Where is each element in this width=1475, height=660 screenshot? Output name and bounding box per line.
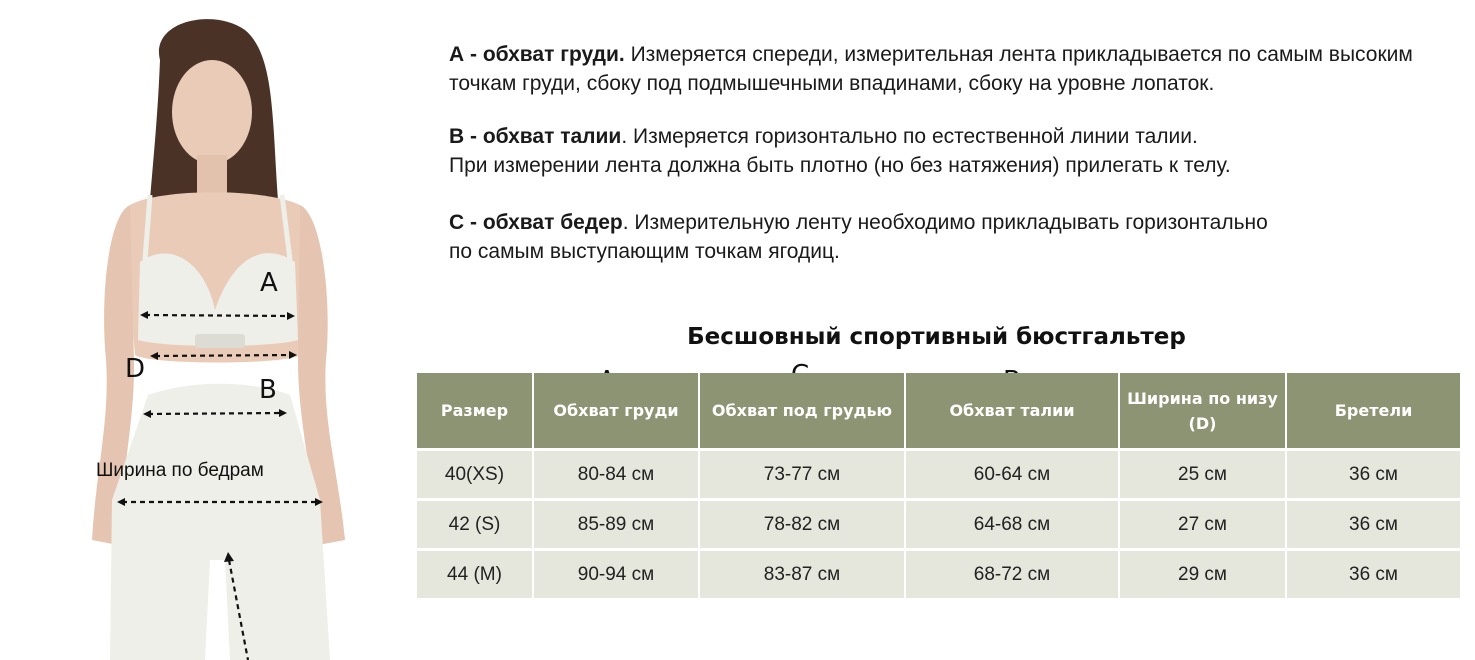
- chest-description: [449, 40, 1469, 98]
- header-straps: Бретели: [1287, 373, 1460, 448]
- table-cell: 64-68 см: [906, 501, 1118, 548]
- table-cell: 73-77 см: [700, 451, 904, 498]
- size-table: [415, 370, 1462, 601]
- hips-title: С - обхват бедер: [449, 211, 623, 234]
- chest-text: Измеряется спереди, измерительная лента прикладывается по самым высоким точкам груди, сбоку под подмышечными впадинами, сбоку на уровне лопаток.: [449, 43, 1413, 95]
- header-underbust: Обхват под грудью: [700, 373, 904, 448]
- chest-title: А - обхват груди.: [449, 43, 625, 66]
- table-cell: 36 см: [1287, 451, 1460, 498]
- header-chest: Обхват груди: [534, 373, 698, 448]
- model-illustration: [0, 0, 410, 660]
- table-cell: 60-64 см: [906, 451, 1118, 498]
- table-cell: 42 (S): [417, 501, 532, 548]
- table-cell: 36 см: [1287, 551, 1460, 598]
- table-cell: 36 см: [1287, 501, 1460, 548]
- table-row: [417, 451, 1460, 498]
- waist-title: В - обхват талии: [449, 125, 622, 148]
- hips-text-line1: . Измерительную ленту необходимо прикладывать горизонтально: [622, 211, 1268, 234]
- table-cell: 40(XS): [417, 451, 532, 498]
- waist-text-line1: . Измеряется горизонтально по естественной линии талии.: [621, 125, 1198, 148]
- marker-b: B: [259, 375, 277, 405]
- table-cell: 44 (M): [417, 551, 532, 598]
- hips-text-line2: по самым выступающим точкам ягодиц.: [449, 240, 840, 263]
- waist-description: [449, 122, 1469, 180]
- marker-d: D: [125, 354, 146, 384]
- hips-width-label: Ширина по бедрам: [96, 460, 264, 481]
- header-size: Размер: [417, 373, 532, 448]
- table-cell: 90-94 см: [534, 551, 698, 598]
- table-row: [417, 501, 1460, 548]
- table-cell: 68-72 см: [906, 551, 1118, 598]
- header-bottom-width: Ширина по низу (D): [1120, 373, 1285, 448]
- table-header-row: [417, 373, 1460, 448]
- table-cell: 78-82 см: [700, 501, 904, 548]
- marker-a: A: [260, 268, 278, 298]
- table-cell: 85-89 см: [534, 501, 698, 548]
- model-photo: [0, 0, 410, 660]
- waist-text-line2: При измерении лента должна быть плотно (но без натяжения) прилегать к телу.: [449, 154, 1231, 177]
- hips-description: [449, 208, 1469, 266]
- header-waist: Обхват талии: [906, 373, 1118, 448]
- table-cell: 80-84 см: [534, 451, 698, 498]
- table-row: [417, 551, 1460, 598]
- table-cell: 27 см: [1120, 501, 1285, 548]
- table-title: Бесшовный спортивный бюстгальтер: [687, 324, 1186, 350]
- table-cell: 29 см: [1120, 551, 1285, 598]
- table-cell: 83-87 см: [700, 551, 904, 598]
- table-cell: 25 см: [1120, 451, 1285, 498]
